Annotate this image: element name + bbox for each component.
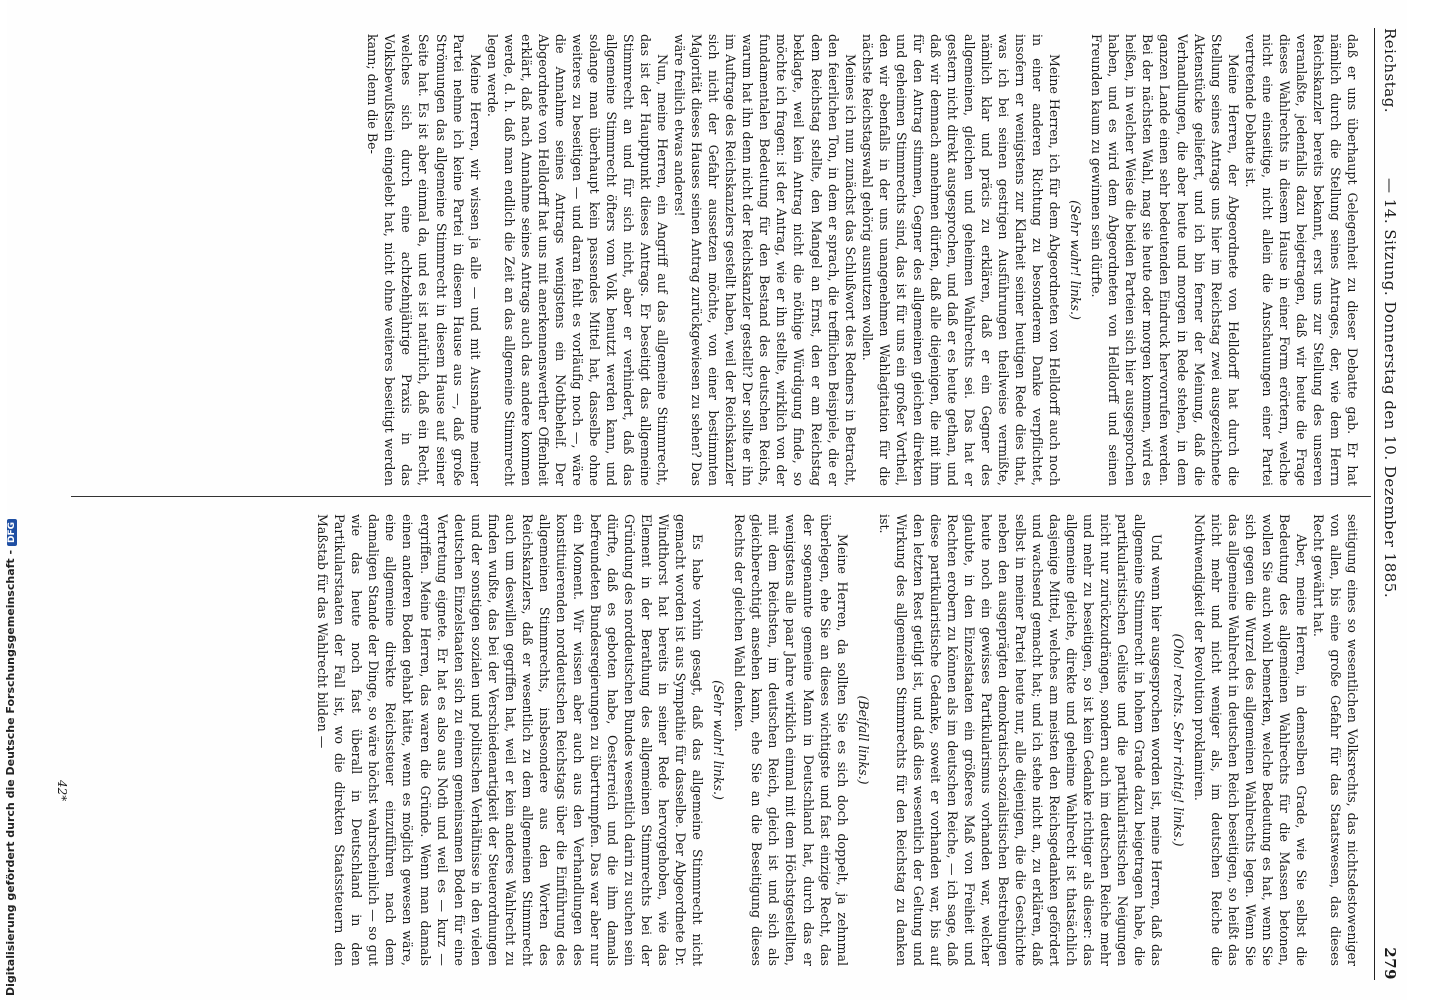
header-date: — 14. Sitzung. Donnerstag den 10. Dezember 1885. xyxy=(1381,178,1399,599)
paragraph: Und wenn hier ausgesprochen worden ist, meine Herren, daß das allgemeine Stimmrecht in hohem Grade dazu beigetragen habe, die partikularistischen Gelüste und die partikularistischen Neigungen nicht nur zurückzudrängen, sondern auch im deutschen Reiche mehr und mehr zu beseitigen, so ist kein Gedanke richtiger als dieser: das allgemeine gleiche, direkte und geheime Wahlrecht ist thatsächlich dasjenige Mittel, welches am meisten den Reichsgedanken gefördert und wachsend gemacht hat; und ich stehe nicht an, zu erklären, daß selbst in meiner Partei heute nur, alle diejenigen, die die Geschichte neben den ausgeprägten demokratisch-sozialistischen Bestrebungen heute noch ein gewisses Partikularismus vorhanden war, welcher glaubte, in den Einzelstaaten ein größeres Maß von Freiheit und Rechten erobern zu können als im deutschen Reiche, — ich sage, daß diese partikularistische Gedanke, soweit er vorhanden war, bis auf den letzten Rest getilgt ist, und daß dies wesentlich der Geltung und Wirkung des allgemeinen Stimmrechts für den Reichstag zu danken ist. xyxy=(876,514,1165,966)
paragraph: Es habe vorhin gesagt, daß das allgemeine Stimmrecht nicht gemacht worden ist aus Sympathie für dasselbe. Der Abgeordnete Dr. Windthorst hat bereits in seiner Rede hervorgehoben, wie das Element in der Berathung des allgemeinen Stimmrechts bei der Gründung des norddeutschen Bundes wesentlich darin zu suchen sein dürfte, daß es geboten habe, Oesterreich und die ihm damals befreundeten Bundesregierungen zu übertrumpfen. Das war aber nur ein Moment. Wir wissen aber auch aus den Verhandlungen des konstituierenden norddeutschen Reichstags über die Einführung des allgemeinen Stimmrechts, insbesondere aus den Worten des Reichskanzlers, daß er wesentlich zu dem allgemeinen Stimmrecht auch um deswillen gegriffen hat, weil er kein anderes Wahlrecht zu finden wußte, das bei der Verschiedenartigkeit der Steuerordnungen und der sonstigen sozialen und politischen Verhältnisse in den vielen deutschen Einzelstaaten sich zu einem gemeinsamen Boden für eine Vertretung eignete. Er hat es also aus Noth und weil es — kurz — ergriffen. Meine Herren, das waren die Gründe. Wenn man damals einen anderen Boden gehabt hätte, wenn es möglich gewesen wäre, eine allgemeine direkte Reichssteuer einzuführen nach dem damaligen Stande der Dinge, so wäre höchst wahrscheinlich — so gut wie das heute noch fast überall in Deutschland in den Partikularstaaten der Fall ist, wo die direkten Staatssteuern den Maßstab für das Wahlrecht bilden — xyxy=(315,514,706,966)
digitization-note xyxy=(4,519,17,996)
remark-line: (Oho! rechts. Sehr richtig! links.) xyxy=(1170,633,1186,847)
paragraph: Meine Herren, ich für dem Abgeordneten von Helldorff auch noch in einer anderen Richtung zu besonderem Danke verpflichtet, insofern er wenigstens zur Klarheit seiner heutigen Rede dies that, was ich bei seinen gestrigen Ausführungen theilweise vermißte, nämlich klar und präcis zu erklären, daß er ein Gegner des allgemeinen, gleichen und geheimen Wahlrechts sei. Das hat er gestern nicht direkt ausgesprochen, und daß er es heute gethan, und daß wir demnach annehmen dürfen, daß alle diejenigen, die mit ihm für den Antrag stimmen, Gegner des allgemeinen gleichen direkten und geheimen Stimmrechts sind, das ist für uns ein großer Vortheil, den wir ebenfalls in der uns unangenehmen Wahlagitation für die nächste Reichstagswahl gehörig ausnutzen wollen. xyxy=(859,34,1063,486)
right-column xyxy=(71,514,1361,966)
header-session-label: Reichstag. xyxy=(1381,28,1399,114)
column-divider xyxy=(71,496,1371,497)
paragraph: daß er uns überhaupt Gelegenheit zu dieser Debatte gab. Er hat nämlich durch die Stellung seines Antrages, der, wie dem Herrn Reichskanzler bereits bekannt, erst uns zur Stellung des unseren veranlaßte, jedenfalls dazu beigetragen, daß wir heute die Frage dieses Wahlrechts in diesem Hause in einer Form erörtern, welche nicht eine einseitige, nicht allein die Anschauungen einer Partei vertretende Debatte ist. xyxy=(1242,34,1360,486)
paragraph: Meine Herren, da sollten Sie es sich doch doppelt, ja zehnmal überlegen, ehe Sie an dieses wichtigste und fast einzige Recht, das der sogenannte gemeine Mann in Deutschland hat, durch das er wenigstens alle paar Jahre wirklich einmal mit dem Höchstgestellten, mit dem Reichsten, im deutschen Reich, gleich ist und sich als gleichberechtigt ansehen kann, ehe Sie an die Beseitigung dieses Rechts der gleichen Wahl denken. xyxy=(732,514,850,966)
paragraph: Aber, meine Herren, in demselben Grade, wie Sie selbst die Bedeutung des allgemeinen Wahlrechts für die Massen betonen, wollen Sie auch wohl bemerken, welche Bedeutung es hat, wenn Sie sich gegen die Wurzel des allgemeinen Wahlrechts legen. Wenn Sie das allgemeine Wahlrecht in deutschen Reich beseitigen, so heißt das nicht mehr und nicht weniger als, im deutschen Reiche die Nothwendigkeit der Revolution proklamiren. xyxy=(1191,514,1309,966)
page-number: 279 xyxy=(1381,947,1399,980)
digitization-note-text: Digitalisierung gefördert durch die Deutsche Forschungsgemeinschaft - xyxy=(4,549,17,996)
paragraph: seitigung eines so wesentlichen Volksrechts, das nichtsdestoweniger von allen, bis eine große Gefahr für das Staatswesen, das dieses Recht gewährt hat. xyxy=(1310,514,1360,966)
remark-line: (Sehr wahr! links.) xyxy=(1068,200,1084,320)
remark-line: (Sehr wahr! links.) xyxy=(711,680,727,800)
dfg-logo-badge: DFG xyxy=(7,519,17,546)
paragraph: Nun, meine Herren, ein Angriff auf das allgemeine Stimmrecht, das ist der Hauptpunkt dieses Antrags. Er beseitigt das allgemeine Stimmrecht an und für sich nicht, aber er verhindert, daß das allgemeine Stimmrecht öfters vom Volk benutzt werden kann, und solange man überhaupt kein passendes Mittel hat, dasselbe ohne weiteres zu beseitigen — und daran fehlt es vorläufig noch —, wäre die Annahme seines Antrags wenigstens ein Nothbehelf. Der Abgeordnete von Helldorff hat uns mit anerkennenswerther Offenheit erklärt, daß nach Annahme seines Antrags auch das andere kommen werde, d. h. daß man endlich die Zeit an das allgemeine Stimmrecht legen werde. xyxy=(484,34,671,486)
remark-line: (Beifall links.) xyxy=(855,695,871,785)
page-header xyxy=(1374,28,1401,980)
paragraph: Meine Herren, der Abgeordnete von Helldorff hat durch die Stellung seines Antrags uns hier im Reichstag zwei ausgezeichnete Aktenstücke geliefert, und ich bin ferner der Meinung, daß die Verhandlungen, die aber heute und morgen in Rede stehen, in dem ganzen Lande einen sehr bedeutenden Eindruck hervorrufen werden. Bei der nächsten Wahl, mag sie heute oder morgen kommen, wird es heißen, in welcher Weise die beiden Parteien sich hier ausgesprochen haben, und es wird dem Abgeordneten von Helldorff und seinen Freunden kaum zu gewinnen sein dürfte. xyxy=(1089,34,1241,486)
paragraph: Meine Herren, wir wissen ja alle — und mit Ausnahme meiner Partei nehme ich keine Partei in diesem Hause aus —, daß große Strömungen das allgemeine Stimmrecht in diesem Hause auf seiner Seite hat. Es ist aber einmal da, und es ist natürlich, daß ein Recht, welches sich durch eine achtzehnjährige Praxis in das Volksbewußtsein eingelebt hat, nicht ohne weiteres beseitigt werden kann; denn die Be- xyxy=(365,34,483,486)
signature-mark: 42* xyxy=(55,780,69,802)
left-column xyxy=(71,34,1361,486)
scanned-page xyxy=(7,0,1407,1000)
paragraph: Meines ich nun zunächst das Schlußwort des Redners in Betracht, den feierlichen Ton, in dem er sprach, die trefflichen Beispiele, die er dem Reichstag stellte, den Mangel an Ernst, den er am Reichstag beklagte, weil kein Antrag nicht die nöthige Würdigung finde, so möchte ich fragen: ist der Antrag, wie er ihn stellte, wirklich von der fundamentalen Bedeutung für den Bestand des deutschen Reichs, warum hat ihn denn nicht der Reichskanzler gestellt? Der sollte er ihn im Auftrage des Reichskanzlers gestellt haben, weil der Reichskanzler sich nicht der Gefahr aussetzen möchte, von einer bestimmten Majorität dieses Hauses seinen Antrag zurückgewiesen zu sehen? Das wäre freilich etwas anderes! xyxy=(672,34,858,486)
